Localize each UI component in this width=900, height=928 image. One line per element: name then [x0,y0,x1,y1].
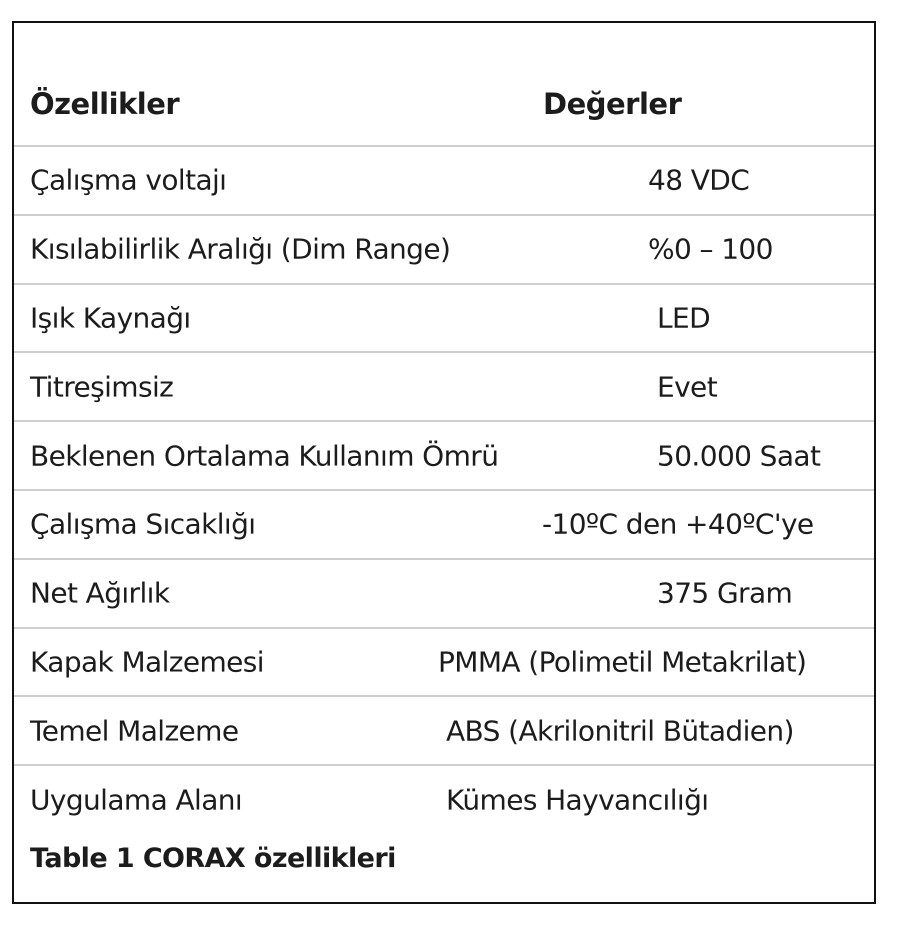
row-label: Işık Kaynağı [30,301,191,335]
row-label: Çalışma Sıcaklığı [30,507,256,541]
row-label: Kısılabilirlik Aralığı (Dim Range) [30,232,451,266]
row-value: -10ºC den +40ºC'ye [542,507,814,541]
row-value: PMMA (Polimetil Metakrilat) [438,645,807,679]
table-caption: Table 1 CORAX özellikleri [30,843,396,874]
header-features: Özellikler [30,87,180,121]
row-label: Uygulama Alanı [30,783,243,817]
row-value: LED [657,301,711,335]
row-label: Çalışma voltajı [30,163,227,197]
table-row [14,558,874,627]
row-label: Titreşimsiz [30,370,174,404]
row-label: Kapak Malzemesi [30,645,264,679]
row-label: Temel Malzeme [30,714,239,748]
table-row [14,145,874,214]
spec-table-frame [12,21,876,904]
table-row [14,283,874,352]
header-values: Değerler [543,87,682,121]
table-row [14,489,874,558]
row-value: Evet [657,370,718,404]
table-row [14,420,874,489]
table-row [14,627,874,696]
table-header [14,23,874,145]
table-row [14,351,874,420]
table-row [14,214,874,283]
row-value: Kümes Hayvancılığı [446,783,709,817]
table-body [14,145,874,833]
table-row [14,764,874,833]
table-row [14,695,874,764]
row-label: Net Ağırlık [30,576,170,610]
row-value: %0 – 100 [648,232,773,266]
row-value: ABS (Akrilonitril Bütadien) [446,714,794,748]
row-value: 375 Gram [657,576,793,610]
row-value: 48 VDC [648,163,750,197]
row-label: Beklenen Ortalama Kullanım Ömrü [30,439,499,473]
row-value: 50.000 Saat [657,439,821,473]
